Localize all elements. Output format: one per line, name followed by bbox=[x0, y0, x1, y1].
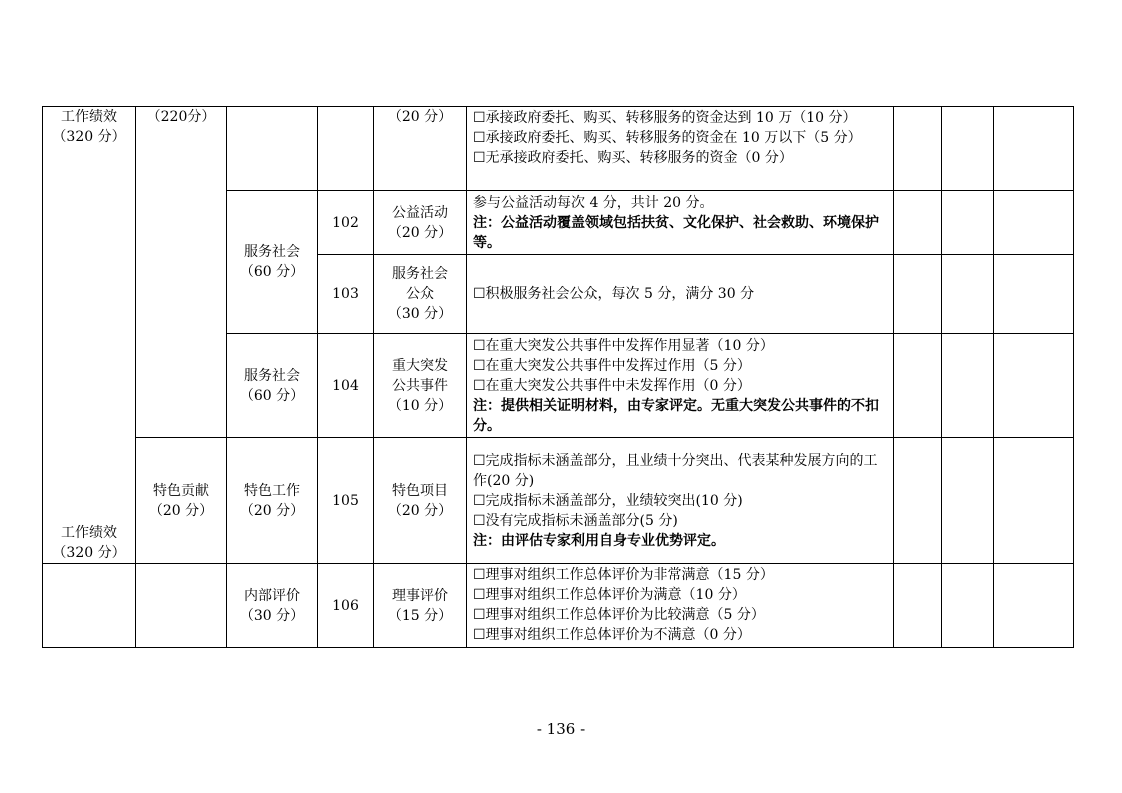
subcategory-cell-featured bbox=[136, 438, 227, 564]
criteria-note: 注：提供相关证明材料，由专家评定。无重大突发公共事件的不扣分。 bbox=[473, 397, 879, 434]
criteria-cell bbox=[467, 564, 894, 648]
indicator-name: 服务社会 bbox=[392, 266, 448, 282]
category-score: （320 分） bbox=[52, 129, 126, 145]
empty-cell bbox=[894, 438, 942, 564]
indicator-number: 102 bbox=[318, 191, 374, 255]
criteria-item: ☐理事对组织工作总体评价为非常满意（15 分） bbox=[473, 567, 774, 583]
section-label: 内部评价 bbox=[244, 587, 300, 604]
indicator-name-cell bbox=[374, 438, 467, 564]
empty-cell bbox=[894, 334, 942, 438]
section-cell-internal-evaluation bbox=[227, 564, 318, 648]
page-number: - 136 - bbox=[536, 720, 586, 738]
criteria-item: ☐没有完成指标未涵盖部分(5 分) bbox=[473, 512, 678, 529]
indicator-name: 特色项目 bbox=[392, 482, 448, 499]
section-score: （60 分） bbox=[239, 387, 305, 404]
indicator-name: 重大突发 bbox=[392, 357, 448, 374]
empty-cell bbox=[43, 564, 136, 648]
indicator-score: （30 分） bbox=[387, 306, 453, 322]
empty-cell bbox=[894, 107, 942, 191]
empty-cell bbox=[894, 191, 942, 255]
indicator-score-cell bbox=[374, 107, 467, 191]
empty-cell bbox=[318, 107, 374, 191]
subcategory-score: （220分） bbox=[146, 109, 216, 125]
subcategory-score: （20 分） bbox=[148, 502, 214, 519]
empty-cell bbox=[942, 107, 994, 191]
criteria-item: ☐无承接政府委托、购买、转移服务的资金（0 分） bbox=[473, 150, 793, 166]
criteria-cell bbox=[467, 191, 894, 255]
criteria-item: ☐理事对组织工作总体评价为不满意（0 分） bbox=[473, 627, 751, 643]
table-row bbox=[43, 107, 1074, 191]
section-cell-service-society bbox=[227, 191, 318, 334]
empty-cell bbox=[894, 255, 942, 334]
category-label-repeat: 工作绩效 bbox=[61, 525, 117, 541]
criteria-item: ☐在重大突发公共事件中未发挥作用（0 分） bbox=[473, 377, 751, 394]
criteria-cell bbox=[467, 334, 894, 438]
section-label: 特色工作 bbox=[244, 482, 300, 499]
criteria-item: 参与公益活动每次 4 分，共计 20 分。 bbox=[473, 194, 714, 211]
category-label: 工作绩效 bbox=[61, 109, 117, 125]
criteria-item: ☐积极服务社会公众，每次 5 分，满分 30 分 bbox=[473, 286, 755, 302]
criteria-item: ☐承接政府委托、购买、转移服务的资金在 10 万以下（5 分） bbox=[473, 130, 862, 146]
empty-cell bbox=[994, 334, 1074, 438]
section-score: （20 分） bbox=[239, 502, 305, 519]
criteria-item: ☐理事对组织工作总体评价为比较满意（5 分） bbox=[473, 607, 765, 623]
subcategory-label: 特色贡献 bbox=[153, 482, 209, 499]
indicator-score: （20 分） bbox=[387, 109, 453, 125]
indicator-name: 公众 bbox=[406, 286, 434, 302]
criteria-note: 注：由评估专家利用自身专业优势评定。 bbox=[473, 532, 725, 549]
indicator-name-cell bbox=[374, 255, 467, 334]
empty-cell bbox=[994, 564, 1074, 648]
indicator-score: （20 分） bbox=[387, 224, 453, 241]
section-cell-service-society bbox=[227, 334, 318, 438]
empty-cell bbox=[136, 564, 227, 648]
indicator-number: 104 bbox=[318, 334, 374, 438]
section-label: 服务社会 bbox=[244, 367, 300, 384]
criteria-item: ☐完成指标未涵盖部分，且业绩十分突出、代表某种发展方向的工作(20 分) bbox=[473, 452, 878, 489]
criteria-item: ☐承接政府委托、购买、转移服务的资金达到 10 万（10 分） bbox=[473, 110, 857, 126]
empty-cell bbox=[994, 191, 1074, 255]
indicator-number: 105 bbox=[318, 438, 374, 564]
criteria-item: ☐在重大突发公共事件中发挥过作用（5 分） bbox=[473, 357, 751, 374]
section-score: （30 分） bbox=[239, 607, 305, 624]
empty-cell bbox=[942, 334, 994, 438]
evaluation-table bbox=[42, 106, 1074, 648]
section-label: 服务社会 bbox=[244, 244, 300, 260]
empty-cell bbox=[994, 255, 1074, 334]
section-cell-featured-work bbox=[227, 438, 318, 564]
criteria-item: ☐完成指标未涵盖部分，业绩较突出(10 分) bbox=[473, 492, 743, 509]
empty-cell bbox=[942, 564, 994, 648]
indicator-score: （15 分） bbox=[387, 607, 453, 624]
indicator-name-cell bbox=[374, 191, 467, 255]
indicator-number: 103 bbox=[318, 255, 374, 334]
subcategory-score-cell bbox=[136, 107, 227, 438]
indicator-name: 公益活动 bbox=[392, 204, 448, 221]
section-score: （60 分） bbox=[239, 264, 305, 280]
table-row bbox=[43, 564, 1074, 648]
indicator-number: 106 bbox=[318, 564, 374, 648]
indicator-name-cell bbox=[374, 334, 467, 438]
criteria-note: 注：公益活动覆盖领域包括扶贫、文化保护、社会救助、环境保护等。 bbox=[473, 214, 879, 251]
indicator-name: 公共事件 bbox=[392, 377, 448, 394]
empty-cell bbox=[227, 107, 318, 191]
table-row bbox=[43, 438, 1074, 564]
criteria-cell bbox=[467, 107, 894, 191]
criteria-cell bbox=[467, 438, 894, 564]
empty-cell bbox=[942, 191, 994, 255]
indicator-score: （10 分） bbox=[387, 397, 453, 414]
empty-cell bbox=[942, 255, 994, 334]
criteria-cell bbox=[467, 255, 894, 334]
category-cell-work-performance bbox=[43, 107, 136, 564]
indicator-name: 理事评价 bbox=[392, 587, 448, 604]
indicator-score: （20 分） bbox=[387, 502, 453, 519]
empty-cell bbox=[994, 438, 1074, 564]
category-score-repeat: （320 分） bbox=[52, 545, 126, 561]
criteria-item: ☐理事对组织工作总体评价为满意（10 分） bbox=[473, 587, 746, 603]
empty-cell bbox=[994, 107, 1074, 191]
indicator-name-cell bbox=[374, 564, 467, 648]
empty-cell bbox=[894, 564, 942, 648]
empty-cell bbox=[942, 438, 994, 564]
criteria-item: ☐在重大突发公共事件中发挥作用显著（10 分） bbox=[473, 337, 774, 354]
